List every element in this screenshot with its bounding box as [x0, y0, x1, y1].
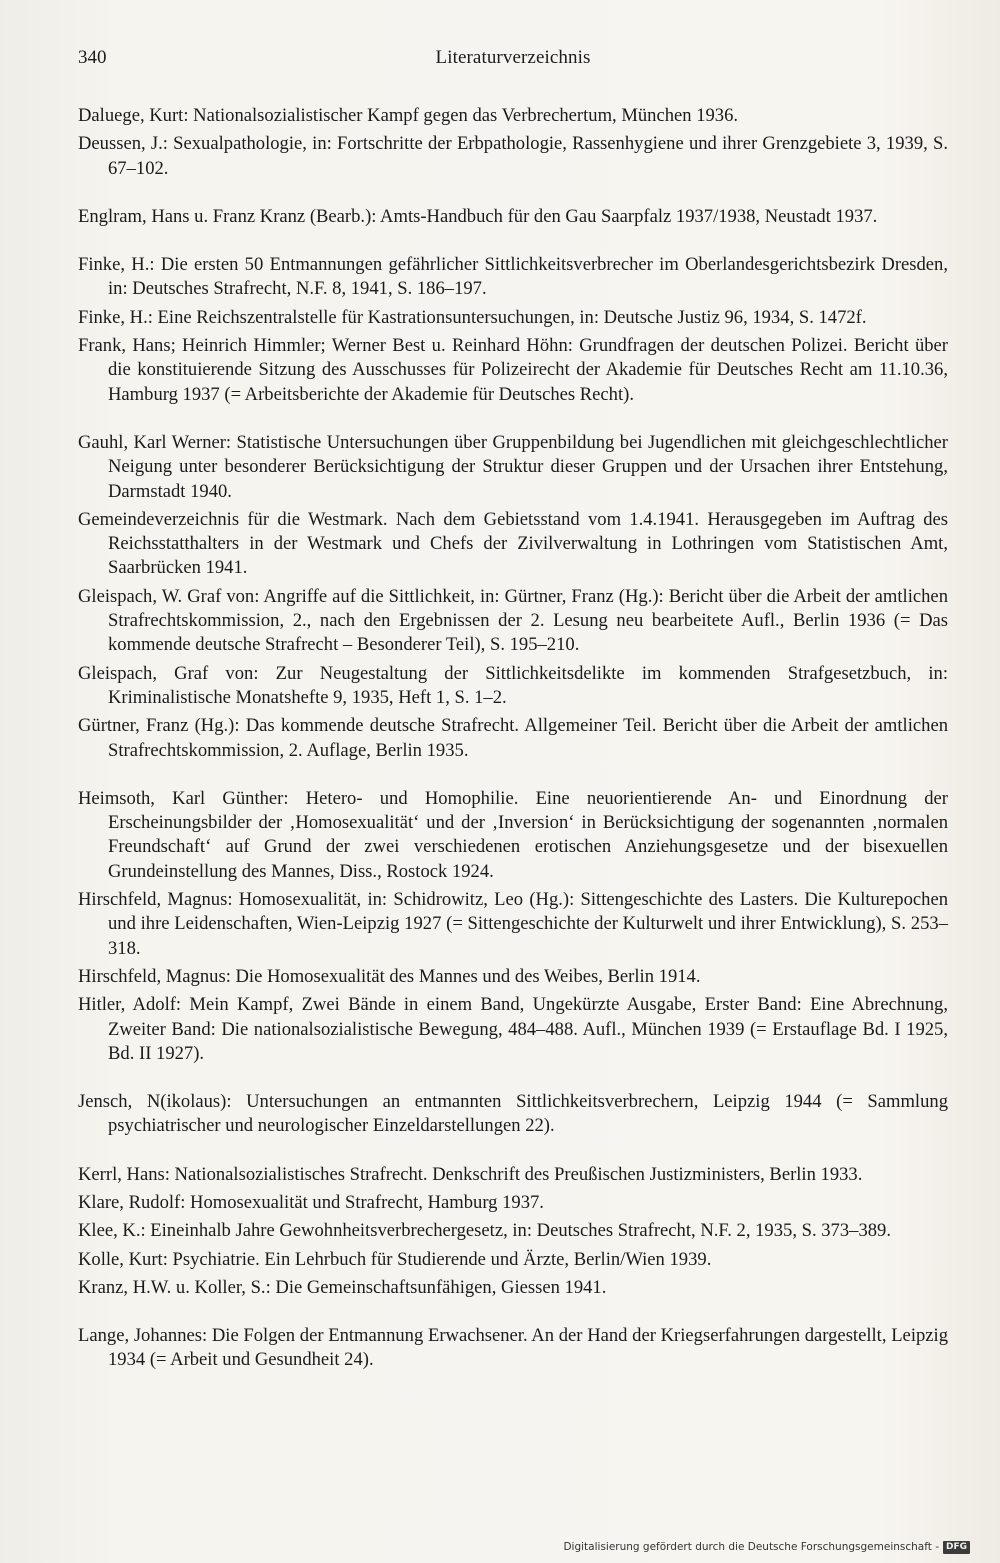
bibliography-entry: Hirschfeld, Magnus: Homosexualität, in: Schidrowitz, Leo (Hg.): Sittengeschichte des Lasters. Die Kulturepochen und ihre Leidenschaften, Wien-Leipzig 1927 (= Sittengeschichte der Kulturwelt und ihrer Entwicklung), S. 253–318. [78, 889, 948, 959]
footer-text: Digitalisierung gefördert durch die Deutsche Forschungsgemeinschaft - [563, 1541, 939, 1553]
bibliography-entry: Jensch, N(ikolaus): Untersuchungen an entmannten Sittlichkeitsverbrechern, Leipzig 1944 (= Sammlung psychiatrischer und neurologischer Einzeldarstellungen 22). [78, 1091, 948, 1137]
bibliography-entry: Gleispach, W. Graf von: Angriffe auf die Sittlichkeit, in: Gürtner, Franz (Hg.): Bericht über die Arbeit der amtlichen Strafrechtskommission, 2., nach den Ergebnissen der 2. Lesung neu bearbeitete Aufl., Berlin 1936 (= Das kommende deutsche Strafrecht – Besonderer Teil), S. 195–210. [78, 585, 948, 656]
bibliography-entry: Gauhl, Karl Werner: Statistische Untersuchungen über Gruppenbildung bei Jugendlichen mit gleichgeschlechtlicher Neigung unter besonderer Berücksichtigung der Struktur dieser Gruppen und der Ursachen ihrer Entstehung, Darmstadt 1940. [78, 431, 948, 502]
bibliography-entry: Gleispach, Graf von: Zur Neugestaltung der Sittlichkeitsdelikte im kommenden Strafgesetzbuch, in: Kriminalistische Monatshefte 9, 1935, Heft 1, S. 1–2. [78, 662, 948, 708]
page-number: 340 [78, 47, 107, 68]
bibliography-entry: Kranz, H.W. u. Koller, S.: Die Gemeinschaftsunfähigen, Giessen 1941. [78, 1276, 607, 1298]
bibliography-entry: Kerrl, Hans: Nationalsozialistisches Strafrecht. Denkschrift des Preußischen Justizministers, Berlin 1933. [78, 1163, 863, 1185]
bibliography-entry: Gemeindeverzeichnis für die Westmark. Nach dem Gebietsstand vom 1.4.1941. Herausgegeben im Auftrag des Reichsstatthalters in der Westmark und Chefs der Zivilverwaltung in Lothringen vom Statistischen Amt, Saarbrücken 1941. [78, 508, 948, 579]
bibliography-entry: Lange, Johannes: Die Folgen der Entmannung Erwachsener. An der Hand der Kriegserfahrungen dargestellt, Leipzig 1934 (= Arbeit und Gesundheit 24). [78, 1325, 948, 1371]
bibliography-entry: Gürtner, Franz (Hg.): Das kommende deutsche Strafrecht. Allgemeiner Teil. Bericht über die Arbeit der amtlichen Strafrechtskommission, 2. Auflage, Berlin 1935. [78, 715, 948, 761]
bibliography-entry: Englram, Hans u. Franz Kranz (Bearb.): Amts-Handbuch für den Gau Saarpfalz 1937/1938, Neustadt 1937. [78, 205, 878, 227]
bibliography-entry: Kolle, Kurt: Psychiatrie. Ein Lehrbuch für Studierende und Ärzte, Berlin/Wien 1939. [78, 1248, 712, 1270]
running-head: Literaturverzeichnis [435, 47, 591, 68]
bibliography-entry: Hirschfeld, Magnus: Die Homosexualität des Mannes und des Weibes, Berlin 1914. [78, 965, 701, 987]
bibliography-entry: Finke, H.: Eine Reichszentralstelle für Kastrationsuntersuchungen, in: Deutsche Justiz 96, 1934, S. 1472f. [78, 306, 867, 328]
page-header [78, 46, 948, 70]
bibliography-entry: Klare, Rudolf: Homosexualität und Strafrecht, Hamburg 1937. [78, 1191, 544, 1213]
bibliography-entry: Frank, Hans; Heinrich Himmler; Werner Best u. Reinhard Höhn: Grundfragen der deutschen Polizei. Bericht über die konstituierende Sitzung des Ausschusses für Polizeirecht der Akademie für Deutsches Recht am 11.10.36, Hamburg 1937 (= Arbeitsberichte der Akademie für Deutsches Recht). [78, 335, 948, 405]
bibliography-entry: Heimsoth, Karl Günther: Hetero- und Homophilie. Eine neuorientierende An- und Einordnung der Erscheinungsbilder der ‚Homosexualität‘ und der ‚Inversion‘ in Berücksichtigung der sogenannten ‚normalen Freundschaft‘ auf Grund der zwei verschiedenen erotischen Anziehungsgesetze und der bisexuellen Grundeinstellung des Mannes, Diss., Rostock 1924. [78, 787, 948, 882]
digitization-footer [563, 1539, 970, 1555]
bibliography-entry: Finke, H.: Die ersten 50 Entmannungen gefährlicher Sittlichkeitsverbrecher im Oberlandesgerichtsbezirk Dresden, in: Deutsches Strafrecht, N.F. 8, 1941, S. 186–197. [78, 254, 948, 300]
bibliography-entry: Klee, K.: Eineinhalb Jahre Gewohnheitsverbrechergesetz, in: Deutsches Strafrecht, N.F. 2, 1935, S. 373–389. [78, 1220, 891, 1242]
dfg-logo-icon: DFG [943, 1541, 970, 1554]
bibliography-list [78, 104, 948, 1377]
bibliography-entry: Daluege, Kurt: Nationalsozialistischer Kampf gegen das Verbrechertum, München 1936. [78, 105, 739, 126]
bibliography-entry: Hitler, Adolf: Mein Kampf, Zwei Bände in einem Band, Ungekürzte Ausgabe, Erster Band: Eine Abrechnung, Zweiter Band: Die nationalsozialistische Bewegung, 484–488. Aufl., München 1939 (= Erstauflage Bd. I 1925, Bd. II 1927). [78, 994, 948, 1064]
bibliography-entry: Deussen, J.: Sexualpathologie, in: Fortschritte der Erbpathologie, Rassenhygiene und ihrer Grenzgebiete 3, 1939, S. 67–102. [78, 133, 948, 179]
